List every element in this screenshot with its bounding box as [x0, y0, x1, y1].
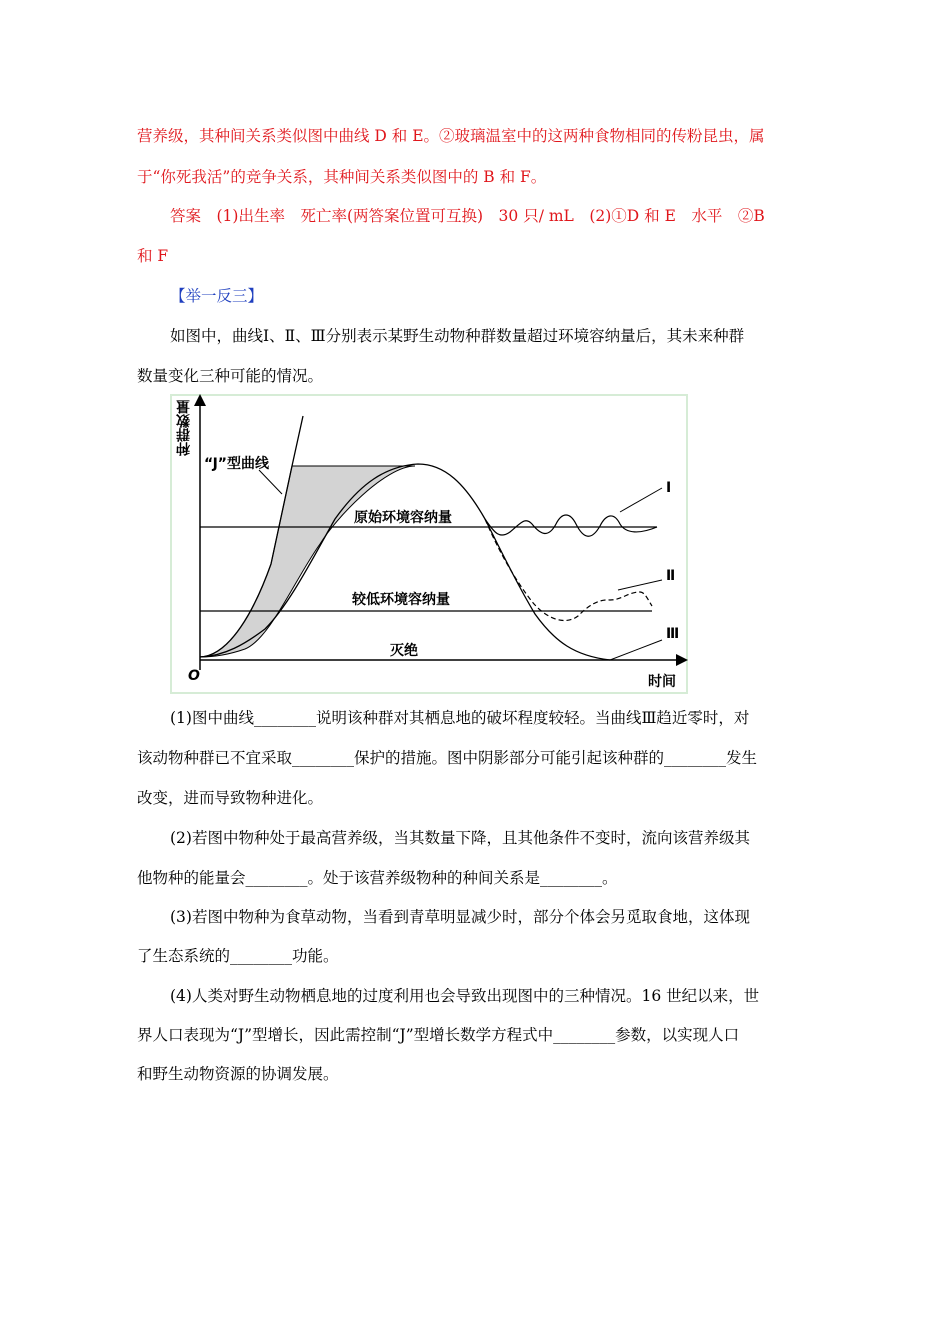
lower-capacity-label: 较低环境容纳量 [352, 592, 450, 608]
answer-summary-line-1: 答案 (1)出生率 死亡率(两答案位置可互换) 30 只/ mL (2)①D 和 E 水平 ②B [170, 207, 765, 225]
answer-text-line-2: 于“你死我活”的竞争关系，其种间关系类似图中的 B 和 F。 [137, 168, 547, 186]
x-axis-label: 时间 [648, 674, 676, 690]
question-3-line-2: 了生态系统的________功能。 [137, 947, 339, 965]
y-axis-label-vertical: 种群数量 [176, 400, 192, 456]
extinction-label: 灭绝 [390, 643, 418, 659]
question-1-line-1: (1)图中曲线________说明该种群对其栖息地的破坏程度较轻。当曲线Ⅲ趋近零时，对 [170, 709, 750, 727]
answer-summary-line-2: 和 F [137, 247, 169, 265]
figure-frame [171, 395, 687, 693]
origin-label: O [188, 668, 200, 684]
question-4-line-1: (4)人类对野生动物栖息地的过度利用也会导致出现图中的三种情况。16 世纪以来，世 [170, 987, 760, 1005]
section-title: 【举一反三】 [170, 287, 264, 305]
question-1-line-3: 改变，进而导致物种进化。 [137, 789, 324, 807]
curve-label-i: Ⅰ [666, 480, 672, 496]
question-4-line-3: 和野生动物资源的协调发展。 [137, 1065, 339, 1083]
question-1-line-2: 该动物种群已不宜采取________保护的措施。图中阴影部分可能引起该种群的________发生 [137, 749, 758, 767]
curve-label-iii: Ⅲ [666, 626, 680, 642]
question-3-line-1: (3)若图中物种为食草动物，当看到青草明显减少时，部分个体会另觅取食地，这体现 [170, 908, 750, 926]
curve-label-ii: Ⅱ [666, 568, 676, 584]
intro-line-2: 数量变化三种可能的情况。 [137, 367, 324, 385]
population-curve-figure [170, 394, 688, 694]
question-2-line-2: 他物种的能量会________。处于该营养级物种的种间关系是________。 [137, 869, 618, 887]
intro-line-1: 如图中，曲线Ⅰ、Ⅱ、Ⅲ分别表示某野生动物种群数量超过环境容纳量后，其未来种群 [170, 327, 745, 345]
original-capacity-label: 原始环境容纳量 [354, 510, 452, 526]
answer-text-line-1: 营养级，其种间关系类似图中曲线 D 和 E。②玻璃温室中的这两种食物相同的传粉昆虫，属 [137, 127, 765, 145]
j-curve-label: “J”型曲线 [204, 456, 269, 472]
question-4-line-2: 界人口表现为“J”型增长，因此需控制“J”型增长数学方程式中________参数，以实现人口 [137, 1026, 740, 1044]
question-2-line-1: (2)若图中物种处于最高营养级，当其数量下降，且其他条件不变时，流向该营养级其 [170, 829, 750, 847]
